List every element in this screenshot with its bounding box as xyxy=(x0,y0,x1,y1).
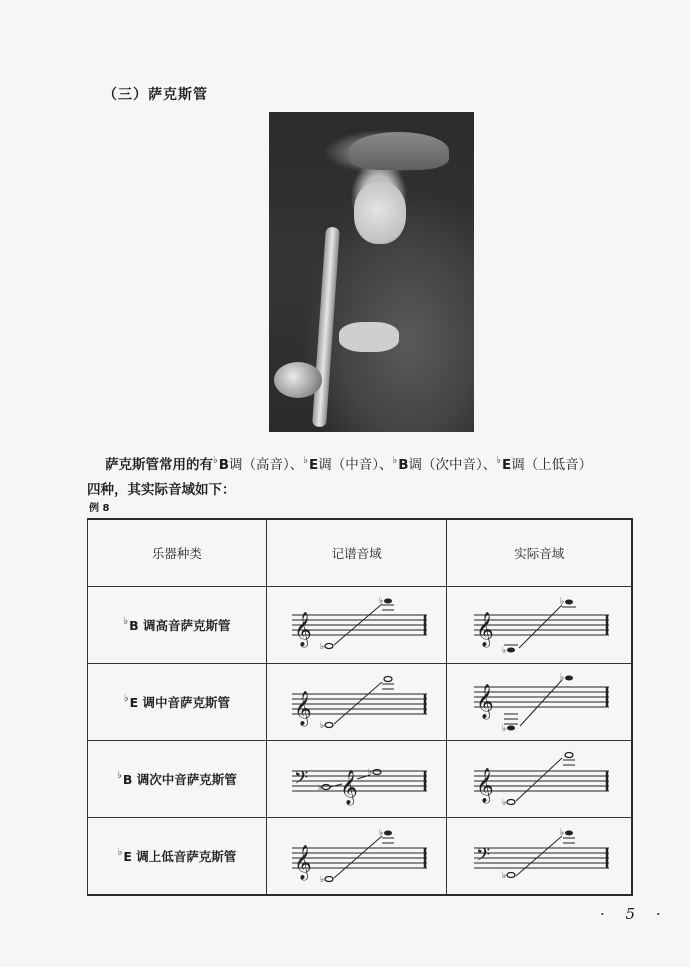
music-staff-icon xyxy=(464,749,614,809)
separator: 、 xyxy=(482,457,497,473)
flat-sign: ♭ xyxy=(117,847,123,858)
table-header-row xyxy=(88,519,633,587)
flat-sign: ♭ xyxy=(303,455,308,466)
flat-sign: ♭ xyxy=(123,693,129,704)
svg-text:♭: ♭ xyxy=(502,871,507,881)
hands-shape xyxy=(339,322,399,352)
page-number: · 5 · xyxy=(600,905,669,923)
music-staff-icon xyxy=(464,826,614,886)
svg-text:♭: ♭ xyxy=(378,828,383,838)
intro-paragraph xyxy=(87,448,647,503)
svg-text:𝄞: 𝄞 xyxy=(293,691,312,726)
svg-text:♭: ♭ xyxy=(560,673,565,683)
svg-text:𝄞: 𝄞 xyxy=(293,845,312,880)
svg-text:♭: ♭ xyxy=(502,798,507,808)
example-label: 例 8 xyxy=(89,503,110,514)
svg-text:𝄞: 𝄞 xyxy=(339,770,358,805)
key-note: （高音） xyxy=(242,457,290,473)
instrument-label: B 调次中音萨克斯管 xyxy=(122,772,237,787)
svg-text:♭: ♭ xyxy=(560,597,565,607)
header-written-range: 记谱音域 xyxy=(266,519,447,587)
written-range-staff xyxy=(266,818,447,896)
instrument-name xyxy=(88,664,267,741)
flat-sign: ♭ xyxy=(392,455,398,466)
instrument-label: B 调高音萨克斯管 xyxy=(129,618,231,633)
svg-text:♭: ♭ xyxy=(317,783,322,793)
key-letter: E xyxy=(501,457,512,473)
svg-text:𝄞: 𝄞 xyxy=(476,768,494,803)
music-staff-icon xyxy=(282,749,432,809)
music-staff-icon xyxy=(464,672,614,732)
actual-range-staff xyxy=(447,818,632,896)
flat-sign: ♭ xyxy=(123,616,129,627)
key-label: 调 xyxy=(229,457,243,473)
music-staff-icon xyxy=(282,672,432,732)
saxophone-player-photo xyxy=(269,112,474,432)
instrument-name xyxy=(88,587,267,664)
svg-text:♭: ♭ xyxy=(319,642,324,652)
svg-text:♭: ♭ xyxy=(367,768,372,778)
cap-shape xyxy=(349,132,449,170)
face-shape xyxy=(354,182,406,244)
paragraph-line2: 四种，其实际音域如下： xyxy=(87,482,236,498)
range-table xyxy=(87,518,633,896)
separator: 、 xyxy=(289,457,304,473)
svg-text:𝄞: 𝄞 xyxy=(293,612,312,647)
instrument-label: E 调上低音萨克斯管 xyxy=(123,849,237,864)
header-instrument: 乐器种类 xyxy=(88,519,267,587)
instrument-name xyxy=(88,818,267,896)
svg-text:♭: ♭ xyxy=(502,724,507,732)
written-range-staff xyxy=(266,587,447,664)
key-letter: E xyxy=(308,457,319,473)
svg-text:♭: ♭ xyxy=(502,646,507,655)
key-label: 调 xyxy=(511,457,525,473)
svg-text:𝄞: 𝄞 xyxy=(476,612,494,647)
svg-text:♭: ♭ xyxy=(378,596,383,606)
key-note: （上低音） xyxy=(524,457,593,473)
svg-text:♭: ♭ xyxy=(319,721,324,731)
svg-text:♭: ♭ xyxy=(560,828,565,838)
flat-sign: ♭ xyxy=(213,455,218,466)
separator: 、 xyxy=(378,457,393,473)
svg-text:𝄢: 𝄢 xyxy=(476,845,491,870)
table-row xyxy=(88,741,633,818)
svg-text:𝄞: 𝄞 xyxy=(476,684,494,719)
instrument-name xyxy=(88,741,267,818)
actual-range-staff xyxy=(447,664,632,741)
flat-sign: ♭ xyxy=(117,770,122,781)
svg-text:𝄢: 𝄢 xyxy=(293,768,308,793)
saxophone-bell-shape xyxy=(274,362,322,398)
written-range-staff xyxy=(266,741,447,818)
table-row xyxy=(88,818,633,896)
flat-sign: ♭ xyxy=(496,455,501,466)
key-letter: B xyxy=(398,457,409,473)
table-row xyxy=(88,587,633,664)
key-letter: B xyxy=(218,457,230,473)
header-actual-range: 实际音域 xyxy=(447,519,632,587)
paragraph-prefix: 萨克斯管常用的有 xyxy=(105,457,213,473)
music-staff-icon xyxy=(464,595,614,655)
section-title: （三）萨克斯管 xyxy=(103,87,208,103)
music-staff-icon xyxy=(282,595,432,655)
actual-range-staff xyxy=(447,587,632,664)
music-staff-icon xyxy=(282,826,432,886)
key-label: 调 xyxy=(408,457,422,473)
written-range-staff xyxy=(266,664,447,741)
instrument-label: E 调中音萨克斯管 xyxy=(129,695,230,710)
key-note: （次中音） xyxy=(421,457,483,473)
key-label: 调 xyxy=(318,457,332,473)
actual-range-staff xyxy=(447,741,632,818)
svg-text:♭: ♭ xyxy=(319,875,324,885)
saxophone-shape xyxy=(312,227,340,427)
table-row xyxy=(88,664,633,741)
key-note: （中音） xyxy=(331,457,379,473)
